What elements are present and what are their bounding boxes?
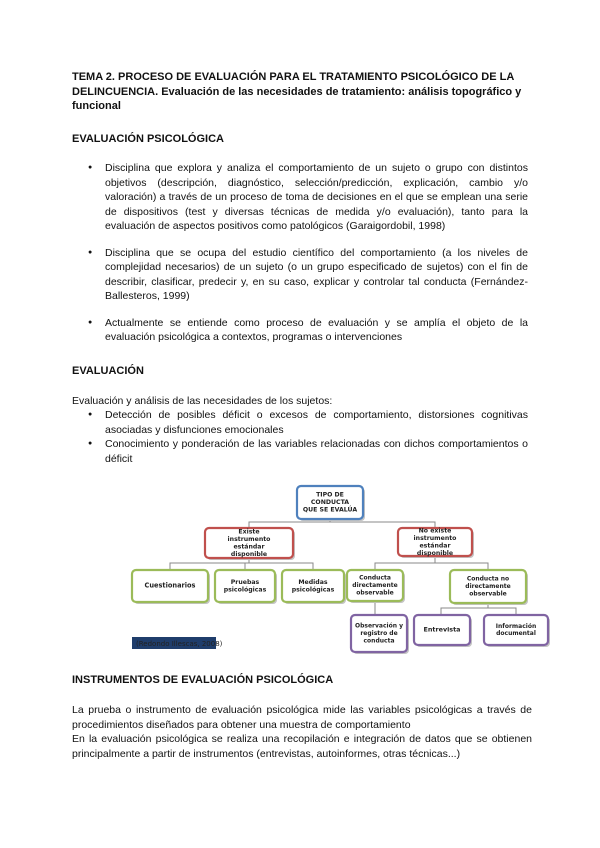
diagram-node-label: instrumento	[413, 534, 457, 542]
diagram-node-root	[297, 486, 365, 521]
diagram-node-label: TIPO DE	[316, 491, 344, 499]
instrumentos-paragraph-1: La prueba o instrumento de evaluación psicológica mide las variables psicológicas a través de procedimientos diseñados para obtener una muestra de comportamiento	[72, 704, 532, 731]
document-title: TEMA 2. PROCESO DE EVALUACIÓN PARA EL TRATAMIENTO PSICOLÓGICO DE LA DELINCUENCIA. Evaluación de las necesidades de tratamiento: análisis topográfico y funcional	[72, 71, 522, 112]
diagram-node-label: Entrevista	[423, 625, 461, 634]
diagram-node-label: registro de	[360, 629, 398, 637]
diagram-node-label: directamente	[465, 582, 511, 590]
diagram-node-label: QUE SE EVALÚA	[302, 506, 358, 514]
diagram-node-informacion	[484, 615, 550, 647]
diagram-node-label: documental	[496, 630, 536, 638]
diagram-node-observacion	[351, 615, 409, 654]
diagram-node-label: Pruebas	[230, 578, 260, 586]
instrumentos-paragraph-2: En la evaluación psicológica se realiza una recopilación e integración de datos que se obtienen principalmente a partir de instrumentos (entrevistas, autoinformes, otras técnicas...)	[72, 733, 532, 760]
diagram-node-label: CONDUCTA	[310, 499, 350, 507]
diagram-node-entrevista	[414, 615, 472, 647]
diagram-node-label: Observación y	[355, 622, 403, 630]
diagram-node-existe-instrumento	[205, 528, 295, 560]
diagram-node-label: directamente	[352, 581, 398, 589]
list-item: ● Actualmente se entiende como proceso de evaluación y se amplía el objeto de la evaluación psicológica a contextos, programas o intervenciones	[88, 316, 528, 345]
diagram-node-label: Cuestionarios	[144, 581, 196, 590]
diagram-node-conducta-no-directa	[450, 570, 528, 605]
diagram-node-label: No existe	[418, 527, 452, 535]
diagram-node-pruebas	[215, 570, 277, 604]
diagram-node-label: conducta	[363, 637, 395, 645]
section-heading-evaluacion-psicologica: EVALUACIÓN PSICOLÓGICA	[72, 133, 224, 145]
diagram-node-label: Conducta no	[466, 575, 510, 583]
diagram-node-label: disponible	[230, 550, 268, 558]
diagram-node-label: Existe	[238, 528, 260, 536]
diagram-node-label: estándar	[419, 542, 451, 550]
diagram-node-label: Medidas	[298, 578, 328, 586]
evaluacion-intro: Evaluación y análisis de las necesidades de los sujetos:	[72, 395, 333, 407]
diagram-node-conducta-directa	[347, 570, 405, 603]
diagram-node-label: psicológicas	[223, 586, 267, 594]
list-item: ● Disciplina que explora y analiza el comportamiento de un sujeto o grupo con distintos objetivos (descripción, diagnóstico, selección/predicción, explicación, cambio y/o valoración) a través de un proceso de toma de decisiones en el que se emplean una serie de dispositivos (test y diversas técnicas de medida y/o evaluación), tanto para la evaluación de aspectos positivos como patológicos (Garaigordobil, 1998)	[88, 161, 528, 234]
section-heading-instrumentos: INSTRUMENTOS DE EVALUACIÓN PSICOLÓGICA	[72, 674, 334, 686]
diagram-node-label: estándar	[233, 543, 265, 551]
diagram-node-medidas	[282, 570, 346, 604]
list-item: ● Detección de posibles déficit o excesos de comportamiento, distorsiones cognitivas asociadas y disfunciones emocionales	[88, 408, 528, 437]
diagram-node-label: observable	[469, 590, 507, 598]
diagram-node-label: disponible	[416, 549, 454, 557]
diagram-node-label: Información	[495, 622, 537, 630]
diagram-node-label: instrumento	[227, 535, 271, 543]
diagram-node-label: psicológicas	[291, 586, 335, 594]
list-item: ● Disciplina que se ocupa del estudio científico del comportamiento (a los niveles de complejidad necesarios) de un sujeto (o un grupo especificado de sujetos) con el fin de describir, clasificar, predecir y, en su caso, explicar y controlar tal conducta (Fernández-Ballesteros, 1999)	[88, 246, 528, 304]
diagram-node-label: observable	[356, 589, 394, 597]
section-heading-evaluacion: EVALUACIÓN	[72, 365, 144, 377]
diagram-citation: (Redondo Illescas, 2008)	[136, 640, 223, 648]
list-item: ● Conocimiento y ponderación de las variables relacionadas con dichos comportamientos o déficit	[88, 437, 528, 466]
diagram-node-label: Conducta	[359, 574, 391, 582]
diagram-node-cuestionarios	[132, 570, 210, 604]
diagram-node-no-existe-instrumento	[398, 527, 474, 558]
